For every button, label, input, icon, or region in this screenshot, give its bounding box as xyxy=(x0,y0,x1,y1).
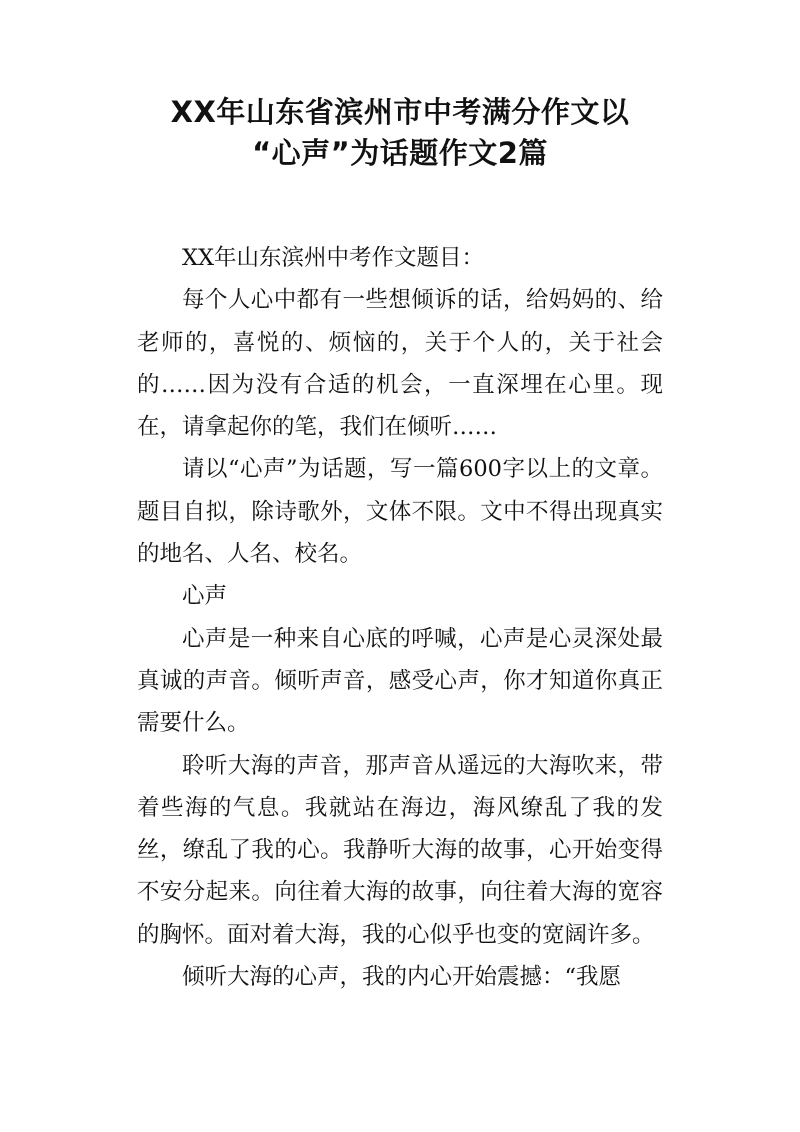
document-title xyxy=(137,92,663,174)
paragraph: 聆听大海的声音，那声音从遥远的大海吹来，带着些海的气息。我就站在海边，海风缭乱了我的发丝，缭乱了我的心。我静听大海的故事，心开始变得不安分起来。向往着大海的故事，向往着大海的宽容的胸怀。面对着大海，我的心似乎也变的宽阔许多。 xyxy=(137,752,663,948)
paragraph: 请以“心声”为话题，写一篇600字以上的文章。题目自拟，除诗歌外，文体不限。文中不得出现真实的地名、人名、校名。 xyxy=(137,456,663,568)
exam-heading: XX年山东滨州中考作文题目： xyxy=(182,245,485,271)
essay-title: 心声 xyxy=(182,583,228,610)
paragraph: 每个人心中都有一些想倾诉的话，给妈妈的、给老师的，喜悦的、烦恼的，关于个人的，关于社会的……因为没有合适的机会，一直深埋在心里。现在，请拿起你的笔，我们在倾听…… xyxy=(137,287,663,441)
title-line-2: “心声”为话题作文2篇 xyxy=(252,136,548,170)
paragraph: 心声是一种来自心底的呼喊，心声是心灵深处最真诚的声音。倾听声音，感受心声，你才知道你真正需要什么。 xyxy=(137,625,663,737)
document-body xyxy=(137,237,663,998)
title-line-1: XX年山东省滨州市中考满分作文以 xyxy=(170,95,630,129)
paragraph: 倾听大海的心声，我的内心开始震撼：“我愿 xyxy=(182,964,622,991)
